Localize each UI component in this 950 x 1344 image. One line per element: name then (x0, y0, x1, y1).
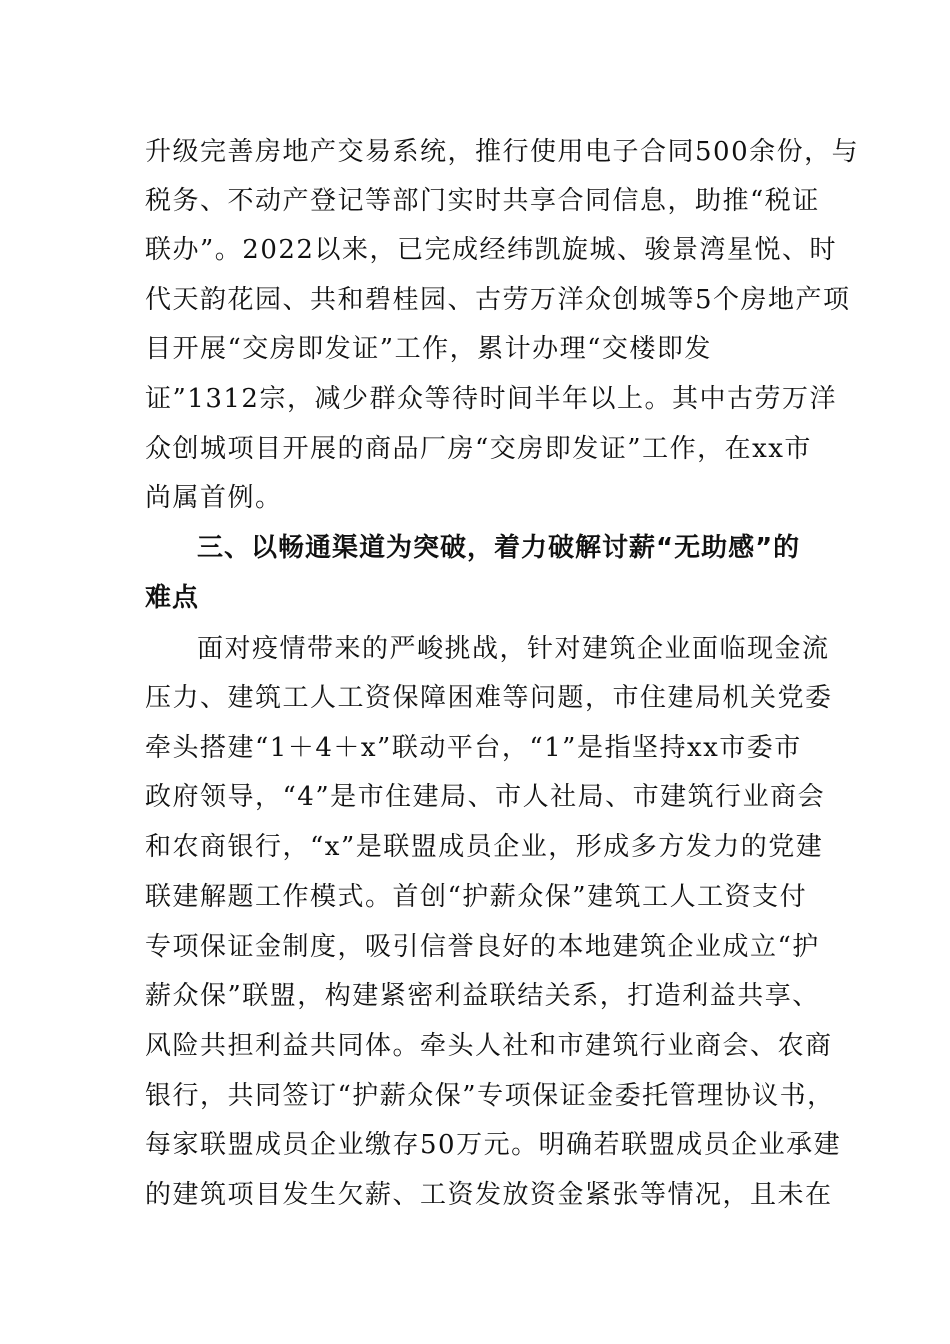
text-line: 尚属首例。 (145, 483, 283, 513)
text-line: 证”1312宗，减少群众等待时间半年以上。其中古劳万洋 (145, 384, 837, 414)
text-line: 联建解题工作模式。首创“护薪众保”建筑工人工资支付 (145, 882, 808, 912)
text-line: 面对疫情带来的严峻挑战，针对建筑企业面临现金流 (197, 634, 830, 664)
section-heading-continued: 难点 (145, 583, 200, 613)
text-line: 风险共担利益共同体。牵头人社和市建筑行业商会、农商 (145, 1031, 833, 1061)
text-line: 专项保证金制度，吸引信誉良好的本地建筑企业成立“护 (145, 932, 820, 962)
text-line: 的建筑项目发生欠薪、工资发放资金紧张等情况，且未在 (145, 1180, 833, 1210)
text-line: 牵头搭建“1＋4＋x”联动平台，“1”是指坚持xx市委市 (145, 733, 802, 763)
text-line: 薪众保”联盟，构建紧密利益联结关系，打造利益共享、 (145, 981, 820, 1011)
text-line: 代天韵花园、共和碧桂园、古劳万洋众创城等5个房地产项 (145, 285, 851, 315)
text-line: 众创城项目开展的商品厂房“交房即发证”工作，在xx市 (145, 434, 812, 464)
text-line: 银行，共同签订“护薪众保”专项保证金委托管理协议书， (145, 1081, 835, 1111)
section-heading: 三、以畅通渠道为突破，着力破解讨薪“无助感”的 (197, 533, 801, 563)
text-line: 每家联盟成员企业缴存50万元。明确若联盟成员企业承建 (145, 1130, 842, 1160)
text-line: 目开展“交房即发证”工作，累计办理“交楼即发 (145, 334, 712, 364)
text-line: 压力、建筑工人工资保障困难等问题，市住建局机关党委 (145, 683, 833, 713)
text-line: 升级完善房地产交易系统，推行使用电子合同500余份，与 (145, 137, 860, 167)
text-line: 税务、不动产登记等部门实时共享合同信息，助推“税证 (145, 186, 820, 216)
text-line: 政府领导，“4”是市住建局、市人社局、市建筑行业商会 (145, 782, 826, 812)
text-line: 联办”。2022以来，已完成经纬凯旋城、骏景湾星悦、时 (145, 235, 837, 265)
text-line: 和农商银行，“x”是联盟成员企业，形成多方发力的党建 (145, 832, 824, 862)
